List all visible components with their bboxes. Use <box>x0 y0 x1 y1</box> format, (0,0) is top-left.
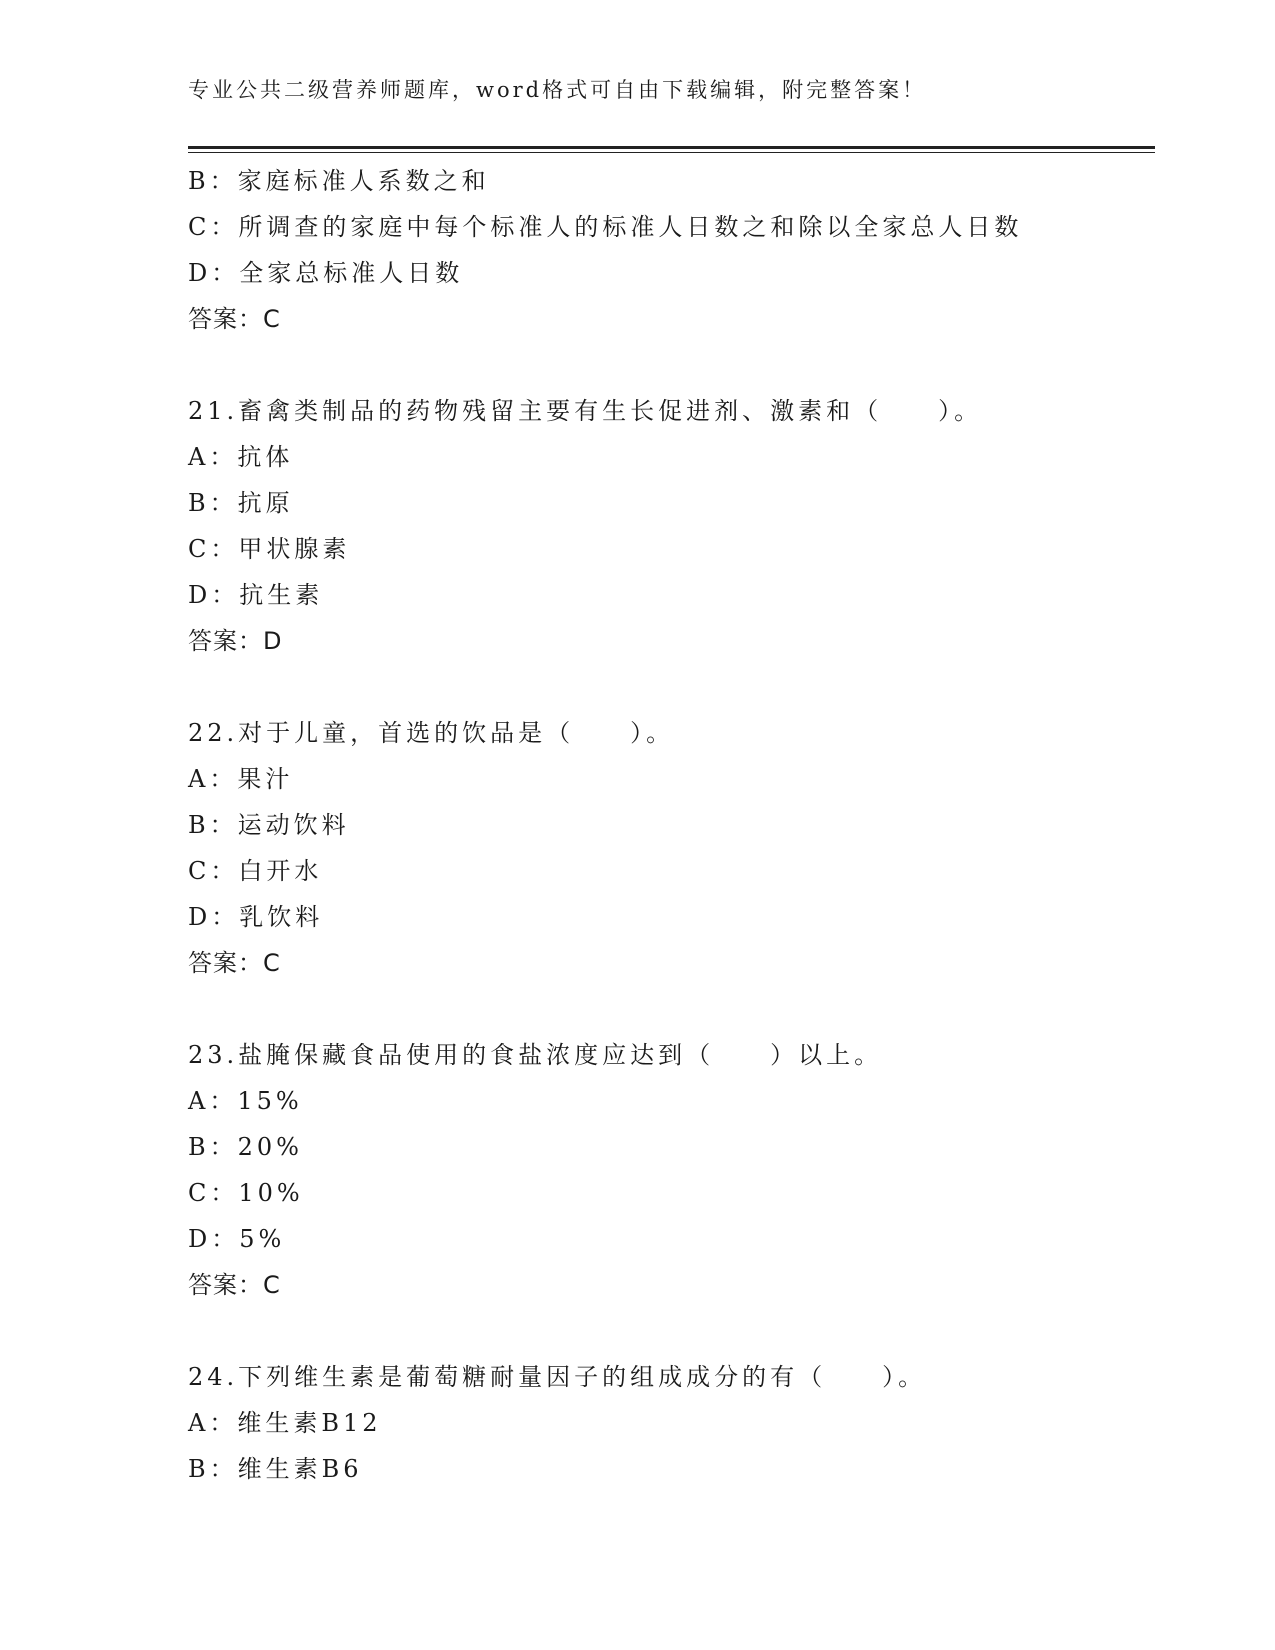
option-a: A：果汁 <box>188 765 294 793</box>
option-b: B：维生素B6 <box>188 1455 363 1483</box>
option-d: D：抗生素 <box>188 581 324 609</box>
question-23 <box>188 1032 1155 1308</box>
header-rule-thin <box>188 152 1155 153</box>
option-c: C：10% <box>188 1179 304 1207</box>
question-24 <box>188 1354 1155 1492</box>
option-a: A：15% <box>188 1087 303 1115</box>
answer-line: 答案：C <box>188 949 281 977</box>
option-b: B：抗原 <box>188 489 294 517</box>
question-continued <box>188 158 1155 342</box>
question-stem: 21.畜禽类制品的药物残留主要有生长促进剂、激素和（ ）。 <box>188 397 983 425</box>
question-content <box>188 158 1155 1492</box>
answer-line: 答案：C <box>188 305 281 333</box>
header-rule-thick <box>188 146 1155 149</box>
option-c: C：所调查的家庭中每个标准人的标准人日数之和除以全家总人日数 <box>188 213 1023 241</box>
option-d: D：全家总标准人日数 <box>188 259 464 287</box>
question-spacer <box>188 342 1155 388</box>
option-c: C：白开水 <box>188 857 323 885</box>
option-b: B：运动饮料 <box>188 811 350 839</box>
question-stem: 24.下列维生素是葡萄糖耐量因子的组成成分的有（ ）。 <box>188 1363 927 1391</box>
answer-line: 答案：D <box>188 627 283 655</box>
question-22 <box>188 710 1155 986</box>
page-header: 专业公共二级营养师题库，word格式可自由下载编辑，附完整答案！ <box>188 78 927 102</box>
option-a: A：抗体 <box>188 443 294 471</box>
question-21 <box>188 388 1155 664</box>
option-b: B：家庭标准人系数之和 <box>188 167 490 195</box>
question-stem: 22.对于儿童，首选的饮品是（ ）。 <box>188 719 675 747</box>
question-spacer <box>188 986 1155 1032</box>
option-d: D：5% <box>188 1225 286 1253</box>
question-spacer <box>188 664 1155 710</box>
option-c: C：甲状腺素 <box>188 535 351 563</box>
option-a: A：维生素B12 <box>188 1409 382 1437</box>
option-b: B：20% <box>188 1133 303 1161</box>
option-d: D：乳饮料 <box>188 903 324 931</box>
question-stem: 23.盐腌保藏食品使用的食盐浓度应达到（ ）以上。 <box>188 1041 883 1069</box>
question-spacer <box>188 1308 1155 1354</box>
answer-line: 答案：C <box>188 1271 281 1299</box>
